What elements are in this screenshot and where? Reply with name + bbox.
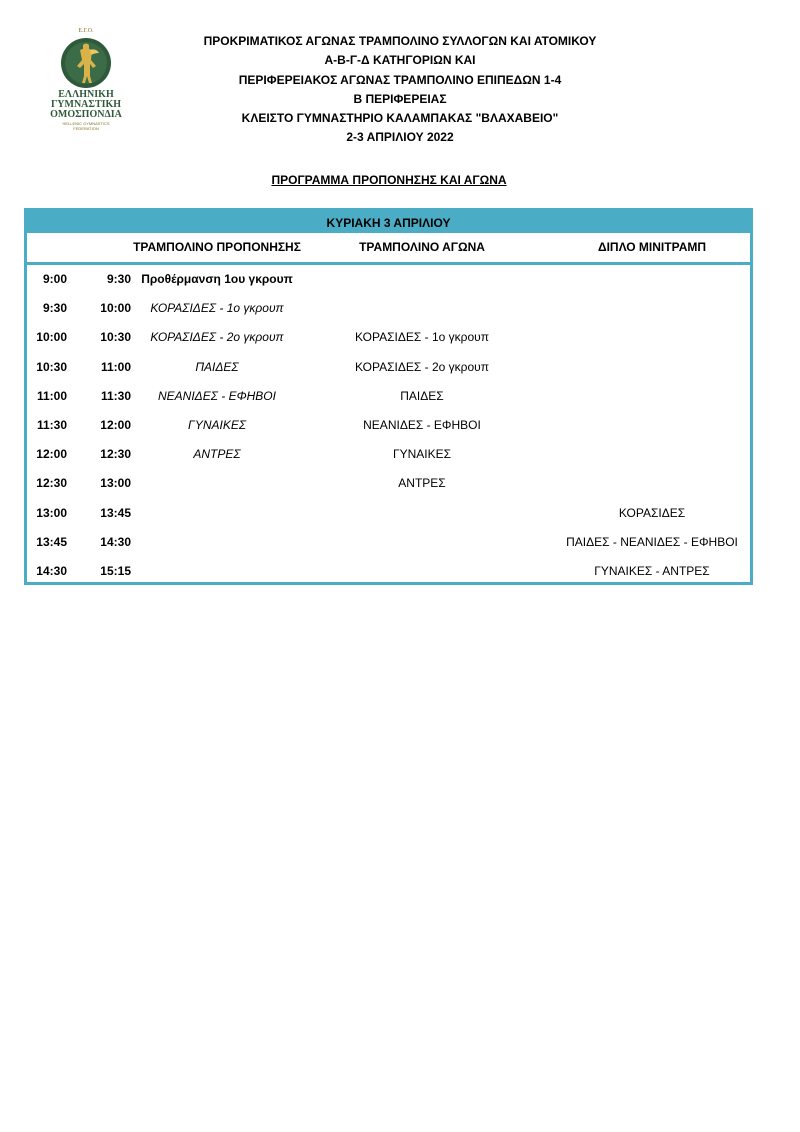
table-row [27,413,750,442]
competition-cell: ΓΥΝΑΙΚΕΣ [392,447,452,462]
table-row [27,384,750,413]
header-line: Α-Β-Γ-Δ ΚΑΤΗΓΟΡΙΩΝ ΚΑΙ [324,53,476,68]
column-header-training: ΤΡΑΜΠΟΛΙΝΟ ΠΡΟΠΟΝΗΣΗΣ [133,240,301,254]
time-end: 12:00 [100,418,131,432]
time-end: 10:30 [100,330,131,345]
logo-name-line: ΟΜΟΣΠΟΝΔΙΑ [50,109,122,120]
logo-name-line: ΕΛΛΗΝΙΚΗ [58,89,114,100]
time-start: 13:45 [36,534,67,549]
time-end: 11:00 [100,359,131,374]
time-start: 11:30 [36,418,67,432]
time-start: 11:00 [36,388,67,403]
header-line: 2-3 ΑΠΡΙΛΙΟΥ 2022 [346,130,454,145]
time-end: 12:30 [100,447,131,462]
header-line: ΠΕΡΙΦΕΡΕΙΑΚΟΣ ΑΓΩΝΑΣ ΤΡΑΜΠΟΛΙΝΟ ΕΠΙΠΕΔΩΝ 1-4 [238,72,562,87]
program-title: ΠΡΟΓΡΑΜΜΑ ΠΡΟΠΟΝΗΣΗΣ ΚΑΙ ΑΓΩΝΑ [271,173,507,187]
table-row [27,530,750,559]
day-header: ΚΥΡΙΑΚΗ 3 ΑΠΡΙΛΙΟΥ [27,211,750,233]
training-cell: Προθέρμανση 1ου γκρουπ [141,272,293,286]
logo-name [50,90,122,120]
table-row [27,355,750,384]
time-end: 13:00 [100,476,131,491]
time-start: 12:00 [36,447,67,462]
time-end: 13:45 [100,505,131,520]
header-line: ΚΛΕΙΣΤΟ ΓΥΜΝΑΣΤΗΡΙΟ ΚΑΛΑΜΠΑΚΑΣ "ΒΛΑΧΑΒΕΙΟ" [241,111,559,126]
time-end: 10:00 [100,301,131,316]
header-line: Β ΠΕΡΙΦΕΡΕΙΑΣ [353,91,447,106]
table-row [27,442,750,471]
competition-cell: ΠΑΙΔΕΣ [400,388,444,403]
minitramp-cell: ΠΑΙΔΕΣ - ΝΕΑΝΙΔΕΣ - ΕΦΗΒΟΙ [566,534,738,549]
time-start: 9:30 [42,301,67,316]
table-row [27,471,750,500]
time-start: 12:30 [36,476,67,491]
minitramp-cell: ΓΥΝΑΙΚΕΣ - ΑΝΤΡΕΣ [594,564,710,578]
document-header [150,32,650,148]
time-end: 11:30 [100,388,131,403]
training-cell: ΑΝΤΡΕΣ [193,447,241,462]
competition-cell: ΝΕΑΝΙΔΕΣ - ΕΦΗΒΟΙ [363,418,481,432]
table-row [27,559,750,588]
time-start: 10:30 [36,359,67,374]
competition-cell: ΑΝΤΡΕΣ [398,476,446,491]
federation-logo [50,28,122,131]
table-row [27,267,750,296]
time-end: 14:30 [100,534,131,549]
training-cell: ΝΕΑΝΙΔΕΣ - ΕΦΗΒΟΙ [158,388,276,403]
time-start: 9:00 [42,272,67,286]
table-row [27,501,750,530]
training-cell: ΓΥΝΑΙΚΕΣ [187,418,247,432]
training-cell: ΠΑΙΔΕΣ [195,359,239,374]
athlete-statue-icon [59,36,113,90]
column-header-competition: ΤΡΑΜΠΟΛΙΝΟ ΑΓΩΝΑ [359,240,485,254]
competition-cell: ΚΟΡΑΣΙΔΕΣ - 2ο γκρουπ [355,359,489,374]
column-header-minitramp: ΔΙΠΛΟ ΜΙΝΙΤΡΑΜΠ [597,240,707,254]
training-cell: ΚΟΡΑΣΙΔΕΣ - 1ο γκρουπ [150,301,284,316]
minitramp-cell: ΚΟΡΑΣΙΔΕΣ [618,505,686,520]
column-headers [27,233,750,265]
table-row [27,296,750,325]
header-line: ΠΡΟΚΡΙΜΑΤΙΚΟΣ ΑΓΩΝΑΣ ΤΡΑΜΠΟΛΙΝΟ ΣΥΛΛΟΓΩΝ ΚΑΙ ΑΤΟΜΙΚΟΥ [203,34,597,48]
training-cell: ΚΟΡΑΣΙΔΕΣ - 2ο γκρουπ [150,330,284,345]
competition-cell: ΚΟΡΑΣΙΔΕΣ - 1ο γκρουπ [355,330,489,345]
time-start: 13:00 [36,505,67,520]
time-end: 9:30 [106,272,131,286]
schedule-table [24,208,753,585]
logo-subtitle: HELLENIC GYMNASTICS FEDERATION [62,121,110,131]
time-start: 10:00 [36,330,67,345]
logo-name-line: ΓΥΜΝΑΣΤΙΚΗ [50,99,122,110]
time-end: 15:15 [100,564,131,578]
table-row [27,325,750,354]
time-start: 14:30 [36,564,67,578]
logo-abbreviation: Ε.Γ.Ο. [78,28,94,34]
